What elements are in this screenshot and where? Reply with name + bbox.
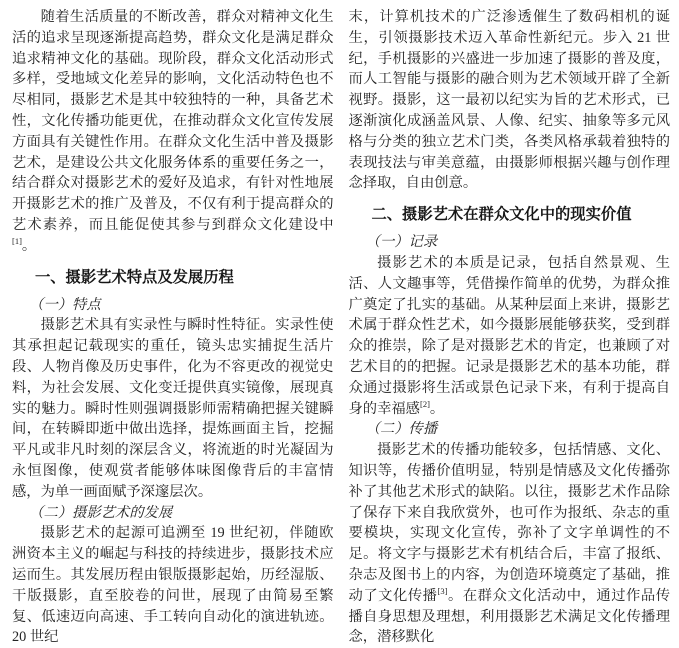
- citation-superscript: [3]: [437, 585, 448, 596]
- body-paragraph: 随着生活质量的不断改善，群众对精神文化生活的追求呈现逐渐提高趋势，群众文化是满足群众追求精神文化的基础。现阶段，群众文化活动形式多样，受地域文化差异的影响，文化活动特色也不尽相同，摄影艺术是其中较独特的一种，具备艺术性，文化传播功能更优，在推动群众文化宣传发展方面具有关键性作用。在群众文化生活中普及摄影艺术，是建设公共文化服务体系的重要任务之一，结合群众对摄影艺术的爱好及追求，有针对性地展开摄影艺术的推广及普及，不仅有利于提高群众的艺术素养，而且能促使其参与到群众文化建设中[1]。: [12, 9, 334, 254]
- sub-heading: （一）特点: [29, 296, 101, 313]
- citation-superscript: [2]: [419, 398, 430, 409]
- citation-superscript: [1]: [12, 236, 22, 246]
- sub-heading: （二）传播: [365, 421, 438, 438]
- body-paragraph: 摄影艺术的起源可追溯至 19 世纪初，伴随欧洲资本主义的崛起与科技的持续进步，摄影技术应运而生。其发展历程由银版摄影起始，历经湿版、干版摄影，直至胶卷的问世，展现了由简易至繁复、低速迈向高速、手工转向自动化的演进轨迹。20 世纪: [12, 525, 334, 646]
- sub-heading: （一）记录: [365, 234, 438, 251]
- body-paragraph: 末，计算机技术的广泛渗透催生了数码相机的诞生，引领摄影技术迈入革命性新纪元。步入 21 世纪，手机摄影的兴盛进一步加速了摄影的普及度，而人工智能与摄影的融合则为艺术领域开辟了全新视野。摄影，这一最初以纪实为旨的艺术形式，已逐渐演化成涵盖风景、人像、纪实、抽象等多元风格与分类的独立艺术门类，各类风格承载着独特的表现技法与审美意蕴，由摄影师根据兴趣与创作理念择取，自由创意。: [348, 9, 670, 192]
- body-paragraph: 摄影艺术的传播功能较多，包括情感、文化、知识等，传播价值明显，特别是情感及文化传播弥补了其他艺术形式的缺陷。以往，摄影艺术作品除了保存下来自我欣赏外，也可作为报纸、杂志的重要模块，实现文化宣传，弥补了文字单调性的不足。将文字与摄影艺术有机结合后，丰富了报纸、杂志及图书上的内容，为创造环境奠定了基础，推动了文化传播[3]。在群众文化活动中，通过作品传播自身思想及理想，利用摄影艺术满足文化传播理念，潜移默化: [348, 442, 671, 646]
- column-right: [348, 7, 671, 646]
- section-heading: 二、摄影艺术在群众文化中的现实价值: [371, 206, 632, 224]
- section-heading: 一、摄影艺术特点及发展历程: [34, 268, 234, 286]
- body-paragraph: 摄影艺术具有实录性与瞬时性特征。实录性使其承担起记载现实的重任，镜头忠实捕捉生活片段、人物肖像及历史事件，化为不容更改的视觉史料，为社会发展、文化变迁提供真实镜像，展现真实的魅力。瞬时性则强调摄影师需精确把握关键瞬间，在转瞬即逝中做出选择，提炼画面主旨，挖掘平凡或非凡时刻的深层含义，将流逝的时光凝固为永恒图像，使观赏者能够体味图像背后的丰富情感，为单一画面赋予深邃层次。: [12, 317, 334, 500]
- column-left: [12, 7, 334, 646]
- sub-heading: （二）摄影艺术的发展: [29, 504, 173, 521]
- body-paragraph: 摄影艺术的本质是记录，包括自然景观、生活、人文趣事等，凭借操作简单的优势，为群众推广奠定了扎实的基础。从某种层面上来讲，摄影艺术属于群众性艺术，如今摄影展能够获奖，受到群众的推崇，除了是对摄影艺术的肯定，也兼顾了对艺术目的的把握。记录是摄影艺术的基本功能，群众通过摄影将生活或景色记录下来，有利于提高自身的幸福感[2]。: [348, 254, 670, 417]
